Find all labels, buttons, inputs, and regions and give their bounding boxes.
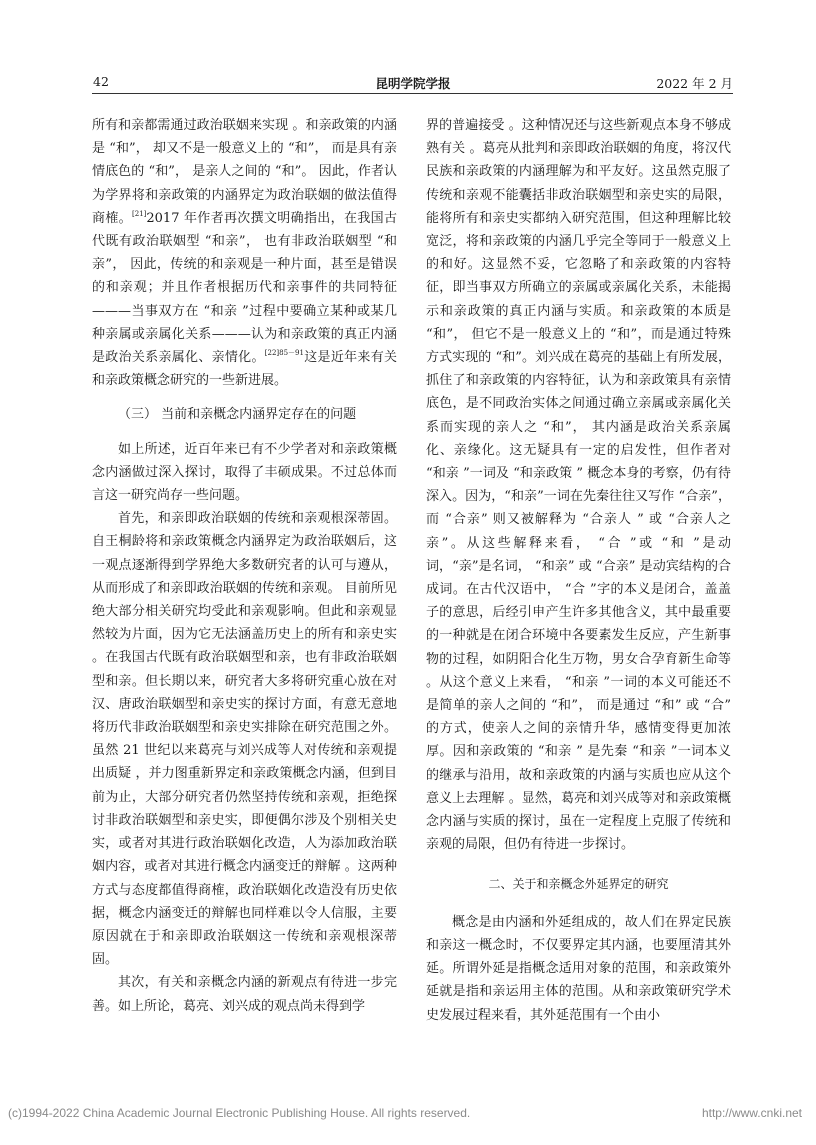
header-rule [92, 93, 733, 94]
section-heading: 二、关于和亲概念外延界定的研究 [488, 876, 669, 891]
issue-date: 2022 年 2 月 [656, 76, 733, 91]
body-paragraph: 概念是由内涵和外延组成的，故人们在界定民族和亲这一概念时，不仅要界定其内涵，也要厘清其外延。所谓外延是指概念适用对象的范围，和亲政策外延就是指和亲运用主体的范围。从和亲政策研究学术史发展过程来看，其外延范围有一个由小 [426, 914, 731, 1023]
page-header [93, 74, 733, 94]
left-column [92, 114, 397, 1018]
footer-link[interactable]: http://www.cnki.net [701, 1106, 802, 1120]
subsection-heading: （三） 当前和亲概念内涵界定存在的问题 [118, 407, 357, 423]
body-paragraph: 首先，和亲即政治联姻的传统和亲观根深蒂固。自王桐龄将和亲政策概念内涵界定为政治联姻后，这一观点逐渐得到学界绝大多数研究者的认可与遵从，从而形成了和亲即政治联姻的传统和亲观。 目前所见绝大部分相关研究均受此和亲观影响。但此和亲观显然较为片面，因为它无法涵盖历史上的所有和亲史实 。在我国古代既有政治联姻型和亲，也有非政治联姻型和亲。但长期以来，研究者大多将研究重心放在对汉、唐政治联姻型和亲史实的探讨方面，有意无意地将历代非政治联姻型和亲史实排除在研究范围之外。虽然 21 世纪以来葛亮与刘兴成等人对传统和亲观提出质疑 ，并力图重新界定和亲政策概念内涵，但到目前为止，大部分研究者仍然坚持传统和亲观，拒绝探讨非政治联姻型和亲史实，即便偶尔涉及个别相关史实，或者对其进行政治联姻化改造，人为添加政治联姻内容，或者对其进行概念内涵变迁的辩解 。这两种方式与态度都值得商榷，政治联姻化改造没有历史依据，概念内涵变迁的辩解也同样难以令人信服，主要原因就在于和亲即政治联姻这一传统和亲观根深蒂固。 [92, 511, 397, 968]
body-paragraph: 所有和亲都需通过政治联姻来实现 。和亲政策的内涵是 “和”， 却又不是一般意义上的 “和”， 而是具有亲情底色的 “和”， 是亲人之间的 “和”。 因此，作者认为学界将和亲政策的内涵界定为政治联姻的做法值得商榷。[21]2017 年作者再次撰文明确指出，在我国古代既有政治联姻型 “和亲”， 也有非政治联姻型 “和亲”， 因此，传统的和亲观是一种片面，甚至是错误的和亲观；并且作者根据历代和亲事件的共同特征———当事双方在 “和亲 ”过程中要确立某种或某几种亲属或亲属化关系———认为和亲政策的真正内涵是政治关系亲属化、亲情化。$^{[22]85-91}$这是近年来有关和亲政策概念研究的一些新进展。 [92, 118, 397, 389]
copyright-notice: (c)1994-2022 China Academic Journal Electronic Publishing House. All rights reserved. [8, 1106, 471, 1120]
page-number: 42 [93, 74, 109, 89]
citation: [21] [132, 209, 147, 218]
right-column [426, 114, 731, 1027]
page-footer [0, 1106, 816, 1122]
journal-title: 昆明学院学报 [375, 76, 451, 91]
body-paragraph: 如上所述，近百年来已有不少学者对和亲政策概念内涵做过深入探讨，取得了丰硕成果。不过总体而言这一研究尚存一些问题。 [92, 441, 397, 504]
body-paragraph: 其次，有关和亲概念内涵的新观点有待进一步完善。如上所论，葛亮、刘兴成的观点尚未得到学 [92, 975, 397, 1014]
citation: [22]85－91 [264, 349, 304, 358]
body-paragraph: 界的普遍接受 。这种情况还与这些新观点本身不够成熟有关 。葛亮从批判和亲即政治联姻的角度，将汉代民族和亲政策的内涵理解为和平友好。这虽然克服了传统和亲观不能囊括非政治联姻型和亲史实的局限，能将所有和亲史实都纳入研究范围，但这种理解比较宽泛，将和亲政策的内涵几乎完全等同于一般意义上的和好。这显然不妥，它忽略了和亲政策的内容特征，即当事双方所确立的亲属或亲属化关系，未能揭示和亲政策的真正内涵与实质。和亲政策的本质是 “和”， 但它不是一般意义上的 “和”，而是通过特殊方式实现的 “和”。刘兴成在葛亮的基础上有所发展，抓住了和亲政策的内容特征，认为和亲政策具有亲情底色，是不同政治实体之间通过确立亲属或亲属化关系而实现的亲人之 “和”， 其内涵是政治关系亲属化、亲缘化。这无疑具有一定的启发性，但作者对 “和亲 ”一词及 “和亲政策 ” 概念本身的考察，仍有待深入。因为，“和亲”一词在先秦往往又写作 “合亲”， 而 “合亲” 则又被解释为 “合亲人 ” 或 “合亲人之亲”。从这些解释来看， “合 ”或 “和 ”是动词，“亲”是名词， “和亲” 或 “合亲” 是动宾结构的合成词。在古代汉语中， “合 ”字的本义是闭合，盖盖子的意思，后经引申产生许多其他含义，其中最重要的一种就是在闭合环境中各要素发生反应，产生新事物的过程，如阴阳合化生万物，男女合孕育新生命等 。从这个意义上来看， “和亲 ”一词的本义可能还不是简单的亲人之间的 “和”， 而是通过 “和” 或 “合” 的方式，使亲人之间的亲情升华，感情变得更加浓厚。因和亲政策的 “和亲 ” 是先秦 “和亲 ”一词本义的继承与沿用，故和亲政策的内涵与实质也应从这个意义上去理解 。显然，葛亮和刘兴成等对和亲政策概念内涵与实质的探讨，虽在一定程度上克服了传统和亲观的局限，但仍有待进一步探讨。 [426, 118, 731, 853]
